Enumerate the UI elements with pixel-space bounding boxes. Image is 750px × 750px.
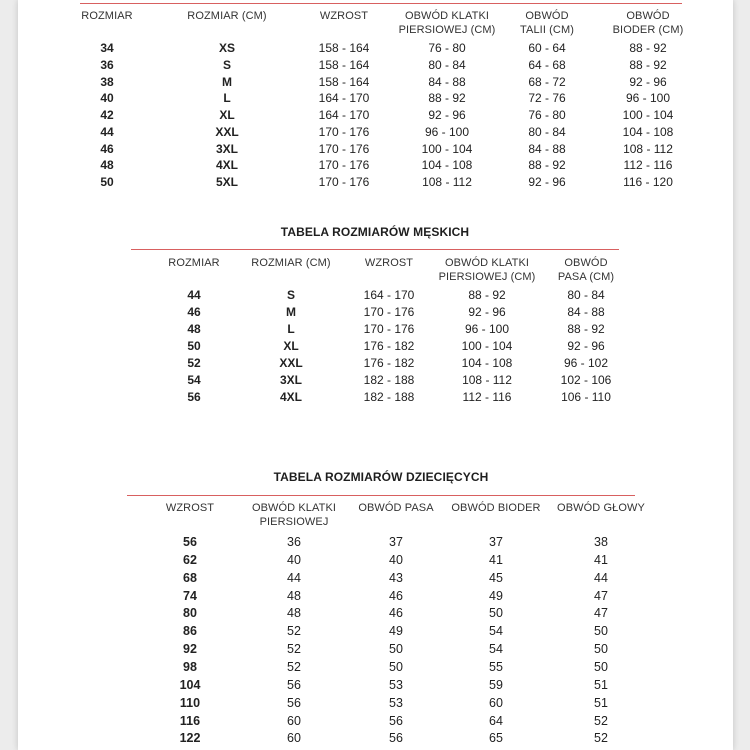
table-cell: 5XL xyxy=(215,175,239,189)
table-top-rule xyxy=(127,495,635,496)
table-cell: 46 xyxy=(100,141,114,156)
kids-size-table xyxy=(127,470,645,750)
table-row xyxy=(80,108,682,125)
table-cell: 112 - 116 xyxy=(623,158,673,173)
table-cell: 52 xyxy=(287,642,301,657)
table-cell: 36 xyxy=(287,535,301,549)
table-cell: 104 - 108 xyxy=(421,158,473,173)
column-header: OBWÓD BIODER (CM) xyxy=(612,10,684,36)
table-cell: 76 - 80 xyxy=(528,108,566,122)
table-row xyxy=(131,390,619,407)
table-row xyxy=(80,175,682,192)
table-cell: 108 - 112 xyxy=(422,175,472,189)
table-cell: 59 xyxy=(489,677,503,692)
table-cell: 68 - 72 xyxy=(528,74,566,89)
table-cell: 54 xyxy=(187,373,201,387)
table-cell: 50 xyxy=(187,339,201,353)
table-cell: 170 - 176 xyxy=(318,175,370,189)
table-cell: 100 - 104 xyxy=(421,141,473,156)
table-row xyxy=(80,91,682,108)
table-cell: 170 - 176 xyxy=(318,158,370,173)
table-cell: 48 xyxy=(100,158,114,173)
table-cell: 50 xyxy=(389,642,403,657)
table-cell: 108 - 112 xyxy=(462,373,512,387)
table-cell: 44 xyxy=(594,570,608,585)
table-cell: 96 - 100 xyxy=(625,91,671,106)
table-row xyxy=(127,624,635,642)
column-header: OBWÓD BIODER xyxy=(451,502,541,514)
table-cell: 86 xyxy=(183,624,197,639)
table-row xyxy=(131,339,619,356)
table-cell: 60 xyxy=(287,713,301,728)
table-row xyxy=(80,125,682,142)
table-cell: 40 xyxy=(100,91,114,106)
table-row xyxy=(127,571,635,589)
table-cell: 76 - 80 xyxy=(428,41,466,55)
table-cell: 48 xyxy=(287,588,301,603)
table-cell: 84 - 88 xyxy=(528,141,566,156)
table-cell: 46 xyxy=(187,305,201,319)
table-cell: 60 - 64 xyxy=(528,41,566,55)
table-cell: 108 - 112 xyxy=(623,141,673,156)
column-header: WZROST xyxy=(165,502,215,514)
table-cell: 56 xyxy=(389,731,403,746)
table-row xyxy=(127,696,635,714)
table-cell: 92 - 96 xyxy=(567,339,605,353)
table-cell: 182 - 188 xyxy=(363,373,415,387)
table-cell: 50 xyxy=(489,606,503,621)
men-size-table xyxy=(131,225,619,415)
table-cell: 50 xyxy=(594,624,608,639)
table-cell: 112 - 116 xyxy=(462,390,512,404)
table-cell: 38 xyxy=(594,535,608,549)
table-cell: 4XL xyxy=(279,390,303,404)
table-cell: XS xyxy=(218,41,236,55)
table-cell: 43 xyxy=(389,570,403,585)
table-cell: 37 xyxy=(489,535,503,549)
table-cell: M xyxy=(286,305,296,319)
table-cell: 104 - 108 xyxy=(461,356,513,370)
table-cell: 48 xyxy=(187,322,201,336)
table-cell: 36 xyxy=(100,57,114,72)
table-cell: 72 - 76 xyxy=(528,91,566,106)
table-cell: 164 - 170 xyxy=(318,108,370,122)
table-cell: 170 - 176 xyxy=(363,322,415,336)
table-row xyxy=(131,305,619,322)
table-cell: 40 xyxy=(389,552,403,567)
table-row xyxy=(127,589,635,607)
table-cell: XL xyxy=(219,108,235,122)
table-cell: 38 xyxy=(100,74,114,89)
table-cell: 98 xyxy=(183,659,197,674)
table-cell: 37 xyxy=(389,535,403,549)
table-cell: 50 xyxy=(594,642,608,657)
table-cell: 56 xyxy=(287,677,301,692)
table-cell: 88 - 92 xyxy=(428,91,466,106)
table-cell: 64 - 68 xyxy=(528,57,566,72)
column-header: OBWÓD GŁOWY xyxy=(557,502,645,514)
table-cell: 54 xyxy=(489,624,503,639)
table-cell: 46 xyxy=(389,588,403,603)
table-row xyxy=(127,731,635,749)
table-cell: XXL xyxy=(279,356,303,370)
table-row xyxy=(127,642,635,660)
table-cell: 51 xyxy=(594,695,608,710)
table-cell: L xyxy=(287,322,295,336)
column-header: ROZMIAR (CM) xyxy=(187,10,267,22)
table-cell: 3XL xyxy=(215,141,239,156)
column-header: OBWÓD TALII (CM) xyxy=(520,10,574,36)
table-row xyxy=(127,660,635,678)
table-cell: 52 xyxy=(187,356,201,370)
table-cell: 41 xyxy=(489,552,503,567)
table-cell: 68 xyxy=(183,570,197,585)
table-cell: 47 xyxy=(594,588,608,603)
table-cell: 100 - 104 xyxy=(461,339,513,353)
table-cell: 60 xyxy=(287,731,301,746)
table-cell: M xyxy=(222,74,232,89)
column-header: ROZMIAR xyxy=(168,257,220,269)
table-cell: S xyxy=(286,288,296,302)
table-row xyxy=(80,41,682,58)
table-row xyxy=(80,58,682,75)
table-cell: 164 - 170 xyxy=(363,288,415,302)
table-cell: 34 xyxy=(100,41,114,55)
table-row xyxy=(131,288,619,305)
table-cell: 104 - 108 xyxy=(622,124,674,139)
table-title: TABELA ROZMIARÓW MĘSKICH xyxy=(280,225,470,239)
table-cell: 41 xyxy=(594,552,608,567)
table-cell: 158 - 164 xyxy=(318,74,370,89)
table-top-rule xyxy=(131,249,619,250)
table-cell: 53 xyxy=(389,677,403,692)
table-cell: 50 xyxy=(389,659,403,674)
table-cell: 44 xyxy=(287,570,301,585)
column-header: OBWÓD PASA (CM) xyxy=(557,257,615,283)
column-header: ROZMIAR xyxy=(81,10,133,22)
table-cell: 170 - 176 xyxy=(318,141,370,156)
table-cell: 84 - 88 xyxy=(567,305,605,319)
table-cell: 176 - 182 xyxy=(363,339,415,353)
size-chart-page xyxy=(18,0,733,750)
table-cell: 158 - 164 xyxy=(318,41,370,55)
table-cell: 176 - 182 xyxy=(363,356,415,370)
table-cell: 74 xyxy=(183,588,197,603)
table-cell: 100 - 104 xyxy=(622,108,674,122)
table-cell: 49 xyxy=(489,588,503,603)
column-header: OBWÓD KLATKI PIERSIOWEJ (CM) xyxy=(438,257,536,283)
table-row xyxy=(127,535,635,553)
table-cell: 96 - 100 xyxy=(424,124,470,139)
table-row xyxy=(127,553,635,571)
table-cell: 54 xyxy=(489,642,503,657)
table-title: TABELA ROZMIARÓW DZIECIĘCYCH xyxy=(273,470,489,484)
table-cell: 92 xyxy=(183,642,197,657)
table-cell: 52 xyxy=(287,659,301,674)
table-cell: 46 xyxy=(389,606,403,621)
table-cell: 62 xyxy=(183,552,197,567)
table-cell: 3XL xyxy=(279,373,303,387)
table-cell: 60 xyxy=(489,695,503,710)
table-cell: 52 xyxy=(594,731,608,746)
table-cell: 45 xyxy=(489,570,503,585)
table-cell: 122 xyxy=(179,731,201,746)
table-row xyxy=(80,142,682,159)
table-cell: XXL xyxy=(215,124,239,139)
table-cell: 80 - 84 xyxy=(428,57,466,72)
column-header: OBWÓD KLATKI PIERSIOWEJ (CM) xyxy=(398,10,496,36)
column-header: WZROST xyxy=(364,257,414,269)
table-cell: 40 xyxy=(287,552,301,567)
table-cell: 170 - 176 xyxy=(363,305,415,319)
table-row xyxy=(80,158,682,175)
table-cell: 80 xyxy=(183,606,197,621)
table-cell: 92 - 96 xyxy=(528,175,566,189)
table-cell: 92 - 96 xyxy=(468,305,506,319)
table-row xyxy=(80,75,682,92)
table-cell: 116 xyxy=(179,713,201,728)
column-header: OBWÓD KLATKI PIERSIOWEJ xyxy=(251,502,337,528)
table-cell: 51 xyxy=(594,677,608,692)
table-row xyxy=(131,356,619,373)
table-cell: 106 - 110 xyxy=(561,390,611,404)
table-cell: 96 - 100 xyxy=(464,322,510,336)
table-cell: 80 - 84 xyxy=(567,288,605,302)
table-cell: 158 - 164 xyxy=(318,57,370,72)
table-cell: 88 - 92 xyxy=(468,288,506,302)
table-cell: 88 - 92 xyxy=(528,158,566,173)
table-cell: L xyxy=(223,91,231,106)
table-cell: 182 - 188 xyxy=(363,390,415,404)
table-cell: 42 xyxy=(100,108,114,122)
table-cell: 164 - 170 xyxy=(318,91,370,106)
women-size-table xyxy=(80,0,682,190)
table-cell: 4XL xyxy=(215,158,239,173)
table-row xyxy=(131,322,619,339)
table-cell: 102 - 106 xyxy=(560,373,612,387)
table-cell: 44 xyxy=(100,124,114,139)
table-cell: 64 xyxy=(489,713,503,728)
table-cell: 56 xyxy=(183,535,197,549)
table-row xyxy=(127,678,635,696)
table-cell: 88 - 92 xyxy=(629,57,667,72)
table-cell: S xyxy=(222,57,232,72)
table-cell: 56 xyxy=(389,713,403,728)
table-cell: 49 xyxy=(389,624,403,639)
table-cell: 52 xyxy=(594,713,608,728)
table-cell: 52 xyxy=(287,624,301,639)
table-cell: 56 xyxy=(287,695,301,710)
table-cell: 104 xyxy=(179,677,201,692)
table-cell: 53 xyxy=(389,695,403,710)
table-cell: 84 - 88 xyxy=(428,74,466,89)
column-header: WZROST xyxy=(319,10,369,22)
table-cell: 88 - 92 xyxy=(567,322,605,336)
table-row xyxy=(127,606,635,624)
table-cell: 65 xyxy=(489,731,503,746)
table-top-rule xyxy=(80,3,682,4)
table-cell: 170 - 176 xyxy=(318,124,370,139)
table-cell: 88 - 92 xyxy=(629,41,667,55)
table-cell: 48 xyxy=(287,606,301,621)
table-cell: 116 - 120 xyxy=(623,175,673,189)
column-header: OBWÓD PASA xyxy=(358,502,434,514)
table-cell: 56 xyxy=(187,390,201,404)
table-row xyxy=(127,714,635,732)
table-cell: 110 xyxy=(179,695,201,710)
table-cell: 92 - 96 xyxy=(629,74,667,89)
table-cell: 44 xyxy=(187,288,201,302)
table-cell: 47 xyxy=(594,606,608,621)
table-cell: 55 xyxy=(489,659,503,674)
table-row xyxy=(131,373,619,390)
table-cell: 50 xyxy=(594,659,608,674)
table-cell: 96 - 102 xyxy=(563,356,609,370)
table-cell: 80 - 84 xyxy=(528,124,566,139)
column-header: ROZMIAR (CM) xyxy=(251,257,331,269)
table-cell: 50 xyxy=(100,175,114,189)
table-cell: XL xyxy=(283,339,299,353)
table-cell: 92 - 96 xyxy=(428,108,466,122)
